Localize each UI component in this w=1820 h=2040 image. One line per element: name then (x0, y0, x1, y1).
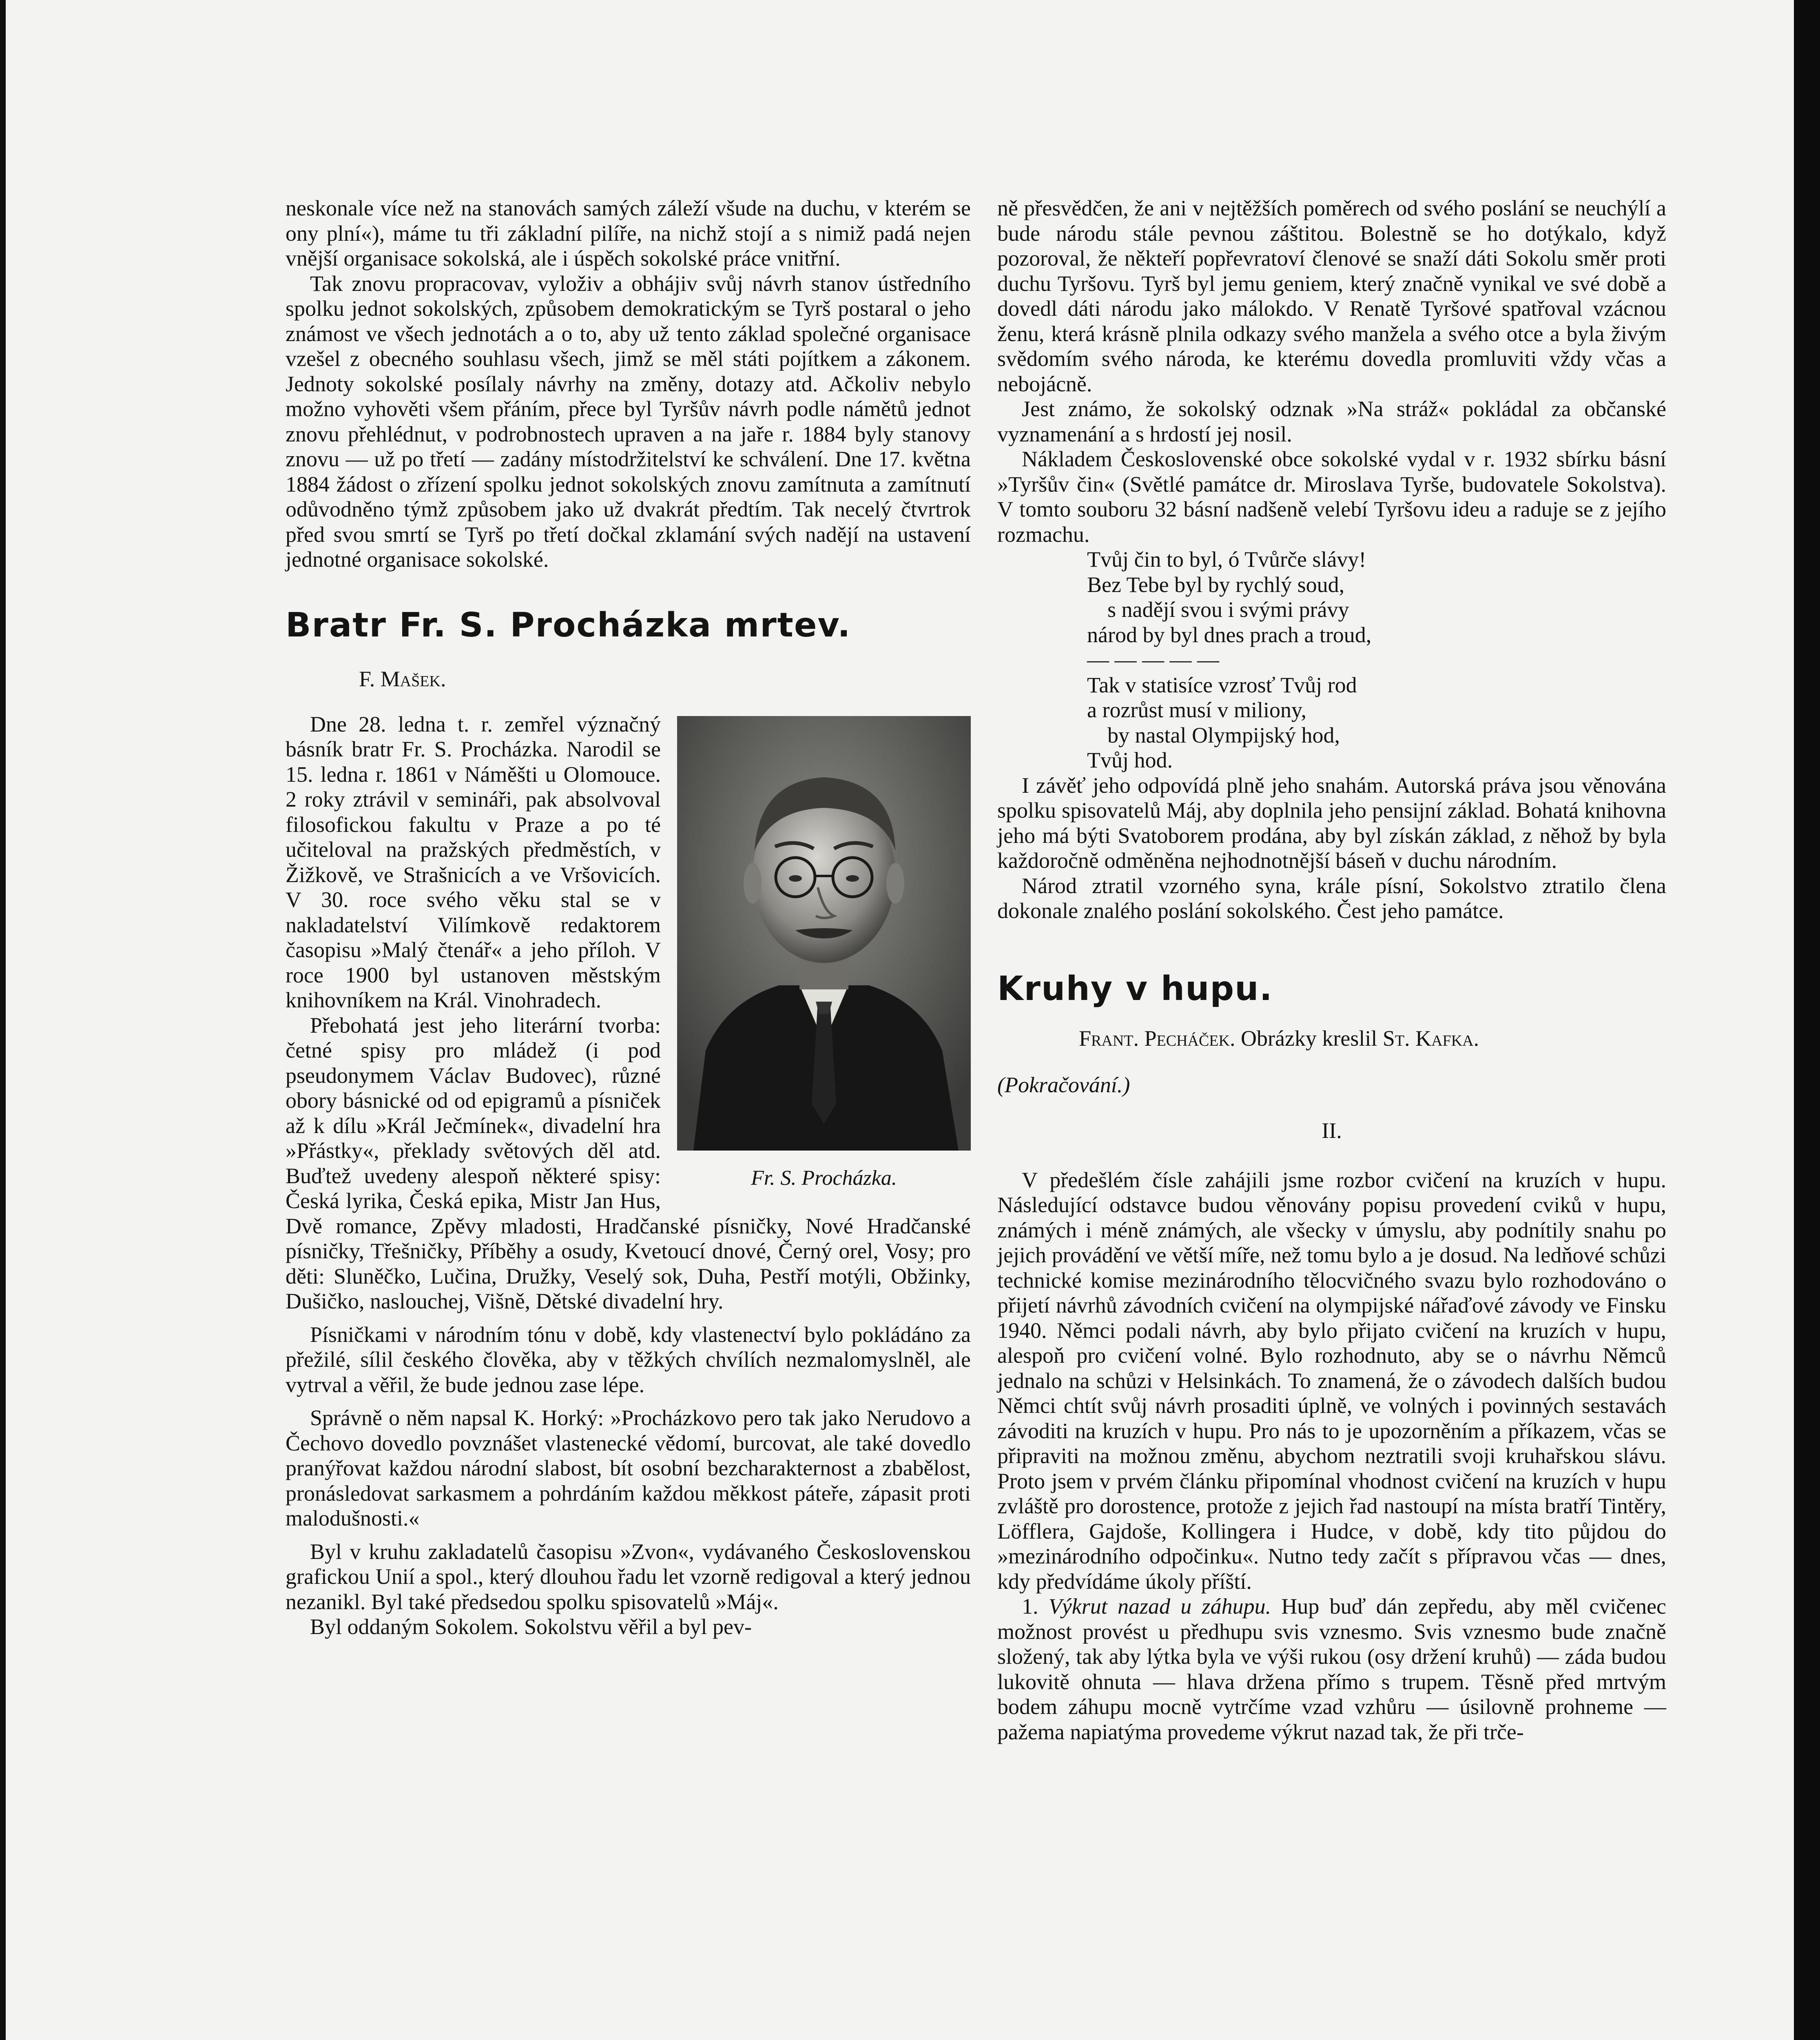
left-column (286, 196, 971, 1640)
part-number: II. (1322, 1118, 1342, 1143)
poem-line: národ by byl dnes prach a troud, (1087, 622, 1372, 647)
poem-line: Tvůj čin to byl, ó Tvůrče slávy! (1087, 547, 1366, 572)
continued-note: (Pokračování.) (997, 1072, 1130, 1097)
exercise-title: Výkrut nazad u záhupu. (1048, 1594, 1271, 1619)
paragraph-continuation: ně přesvědčen, že ani v nejtěžších poměrech od svého poslání se neuchýlí a bude národu stále pevnou záštitou. Bolestně se ho dotýkalo, když pozoroval, že někteří popřevratoví členové se snaží dáti Sokolu směr proti duchu Tyršovu. Tyrš byl jemu geniem, který značně vynikal ve své době a dovedl dáti národu jako málokdo. V Renatě Tyršové spatřoval vzácnou ženu, která krásně plnila odkazy svého manžela a svého otce a byla živým svědomím svého národa, ke kterému dovedla promluviti vždy včas a nebojácně. (997, 196, 1666, 396)
exercise-text: Hup buď dán zepředu, aby měl cvičenec možnost provést u předhupu svis vznesmo. Svis vznesmo bude značně složený, tak aby lýtka byla ve výši rukou (osy držení kruhů) — záda budou lukovitě ohnuta — hlava držena přímo s trupem. Těsně před mrtvým bodem záhupu mocně vytrčíme vzad vzhůru — úsilovně prohneme — pažema napiatýma provedeme výkrut nazad tak, že při trče- (997, 1594, 1667, 1744)
illustrator-last: Kafka. (1415, 1026, 1479, 1051)
scan-edge-left (0, 0, 6, 2040)
author-first: Frant. (1079, 1026, 1139, 1051)
paragraph-collection: Nákladem Československé obce sokolské vydal v r. 1932 sbírku básní »Tyršův čin« (Světlé památce dr. Miroslava Tyrše, budovatele Sokolstva). V tomto souboru 32 básní nadšeně velebí Tyršovu ideu a raduje se z jejího rozmachu. (997, 447, 1666, 547)
poem-line: by nastal Olympijský hod, (1107, 723, 1340, 747)
poem-line: Tak v statisíce vzrosť Tvůj rod (1087, 672, 1357, 697)
paragraph-continued-text: neskonale více než na stanovách samých záleží všude na duchu, v kterém se ony plní«), máme tu tři základní pilíře, na nichž stojí a s nimiž padá nejen vnější organisace sokolská, ale i úspěch sokolské práce vnitřní. (286, 196, 971, 271)
portrait-photo (677, 716, 971, 1151)
paragraph-bio-songs: Písničkami v národním tónu v době, kdy vlastenectví bylo pokládáno za přežilé, sílil českého člověka, aby v těžkých chvílích nezmalomyslněl, ale vytrval a věřil, že bude jednou zase lépe. (286, 1322, 971, 1397)
author-surname: Mašek. (380, 666, 446, 691)
scan-edge-right (1794, 0, 1820, 2040)
portrait-illustration (677, 716, 971, 1151)
poem-line: s nadějí svou i svými právy (1107, 597, 1349, 622)
paragraph-testament: I závěť jeho odpovídá plně jeho snahám. Autorská práva jsou věnována spolku spisovatelů Máj, aby doplnila jeho pensijní základ. Bohatá knihovna jeho má býti Svatoborem prodána, aby byl získán základ, z něhož by byla každoročně odměněna nejhodnotnější báseň v duchu národním. (997, 773, 1666, 873)
poem-line: Tvůj hod. (1087, 748, 1173, 772)
poem-separator: — — — — — (1087, 647, 1219, 672)
author-initial: F. (359, 666, 375, 691)
author-last: Pecháček. (1144, 1026, 1235, 1051)
poem-line: a rozrůst musí v miliony, (1087, 698, 1306, 722)
byline-pechacek (997, 1026, 1666, 1051)
paragraph-bio-sokol: Byl oddaným Sokolem. Sokolstvu věřil a byl pev- (310, 1614, 752, 1639)
poem-line: Bez Tebe byl by rychlý soud, (1087, 572, 1345, 597)
portrait-figure (677, 716, 971, 1191)
paragraph-bio-horky: Správně o něm napsal K. Horký: »Procházkovo pero tak jako Nerudovo a Čechovo dovedlo povznášet vlastenecké vědomí, burcovat, ale také dovedlo pranýřovat každou národní slabost, bít osobní bezcharakternost a zbabělost, pronásledovat sarkasmem a pohrdáním každou měkkost páteře, zápasit proti malodušnosti.« (286, 1406, 971, 1530)
poem-excerpt (1087, 547, 1666, 773)
section-title-kruhy: Kruhy v hupu. (997, 969, 1273, 1008)
right-column (997, 196, 1666, 1745)
exercise-number: 1. (1022, 1594, 1038, 1619)
illustrator-first: St. (1382, 1026, 1410, 1051)
drawn-by-label: Obrázky kreslil (1240, 1026, 1377, 1051)
paragraph-bio-life: Dne 28. ledna t. r. zemřel význačný básník bratr Fr. S. Procházka. Narodil se 15. ledna r. 1861 v Náměšti u Olomouce. 2 roky ztrávil v semináři, pak absolvoval filosofickou fakultu v Praze a po té učiteloval na pražských předměstích, v Žižkově, ve Strašnicích a ve Vršovicích. V 30. roce svého věku stal se v nakladatelství Vilímkově redaktorem časopisu »Malý čtenář« a jeho příloh. V roce 1900 byl ustanoven městským knihovníkem na Král. Vinohradech. (286, 712, 661, 1012)
byline-masek (359, 666, 971, 692)
photo-caption: Fr. S. Procházka. (751, 1166, 897, 1190)
paragraph-exercise-1 (997, 1594, 1666, 1745)
paragraph-badge: Jest známo, že sokolský odznak »Na stráž« pokládal za občanské vyznamenání a s hrdostí jej nosil. (997, 397, 1666, 446)
paragraph-tyrs-statutes: Tak znovu propracovav, vyloživ a obhájiv svůj návrh stanov ústředního spolku jednot sokolských, způsobem demokratickým se Tyrš postaral o jeho známost ve všech jednotách a o to, aby už tento základ společné organisace vzešel z obecného souhlasu všech, jimž se měl státi pojítkem a zákonem. Jednoty sokolské posílaly návrhy na změny, dotazy atd. Ačkoliv nebylo možno vyhověti všem přáním, přece byl Tyršův návrh podle námětů jednot znovu přehlédnut, v podrobnostech upraven a na jaře r. 1884 byly stanovy znovu — už po třetí — zadány místodržitelství ke schválení. Dne 17. května 1884 žádost o zřízení spolku jednot sokolských znovu zamítnuta a zamítnutí odůvodněno týmž způsobem jako už dvakrát předtím. Tak necelý čtvrtrok před svou smrtí se Tyrš po třetí dočkal zklamání svých nadějí na ustavení jednotné organisace sokolské. (286, 271, 971, 572)
paragraph-bio-zvon: Byl v kruhu zakladatelů časopisu »Zvon«, vydávaného Československou grafickou Unií a spol., který dlouhou řadu let vzorně redigoval a který jednou nezanikl. Byl také předsedou spolku spisovatelů »Máj«. (286, 1539, 971, 1614)
section-title-prochazka: Bratr Fr. S. Procházka mrtev. (286, 605, 851, 645)
paragraph-bio-works: Přebohatá jest jeho literární tvorba: četné spisy pro mládež (i pod pseudonymem Václav Budovec), různé obory básnické od od epigramů a písniček až k dílu »Král Ječmínek«, divadelní hra »Přástky«, překlady světových děl atd. Buďtež uvedeny alespoň některé spisy: Česká lyrika, Česká epika, Mistr Jan Hus, Dvě romance, Zpěvy mladosti, Hradčanské písničky, Nové Hradčanské písničky, Třešničky, Příběhy a osudy, Kvetoucí dnové, Černý orel, Vosy; pro děti: Sluněčko, Lučina, Družky, Veselý sok, Duha, Pestří motýli, Obžinky, Dušičko, naslouchej, Višně, Dětské divadelní hry. (286, 1013, 971, 1313)
paragraph-kruhy-intro: V předešlém čísle zahájili jsme rozbor cvičení na kruzích v hupu. Následující odstavce budou věnovány popisu provedení cviků v hupu, známých i méně známých, ale všecky v úmyslu, aby podnítily snahu po jejich provádění ve větší míře, než tomu bylo a je dosud. Na ledňové schůzi technické komise mezinárodního tělocvičného svazu bylo rozhodováno o přijetí návrhů závodních cvičení na olympijské nářaďové závody ve Finsku 1940. Němci podali návrh, aby bylo přijato cvičení na kruzích v hupu, alespoň pro cvičení volné. Bylo rozhodnuto, aby se o návrhu Němců jednalo na schůzi v Helsinkách. To znamená, že o závodech dalších budou Němci chtít svůj návrh prosaditi úplně, ve volných i povinných sestavách závoditi na kruzích v hupu. Pro nás to je upozorněním a příkazem, včas se připraviti na možnou změnu, abychom neztratili svoji kruhařskou slávu. Proto jsem v prvém článku připomínal vhodnost cvičení na kruzích v hupu zvláště pro dorostence, protože z jejich řad nastoupí na místa bratří Tintěry, Löfflera, Gajdoše, Kollingera i Hudce, v době, kdy tito půjdou do »mezinárodního odpočinku«. Nutno tedy začít s přípravou včas — dnes, kdy předvídáme úkoly příští. (997, 1167, 1666, 1594)
paragraph-farewell: Národ ztratil vzorného syna, krále písní, Sokolstvo ztratilo člena dokonale znalého poslání sokolského. Čest jeho památce. (997, 873, 1666, 923)
